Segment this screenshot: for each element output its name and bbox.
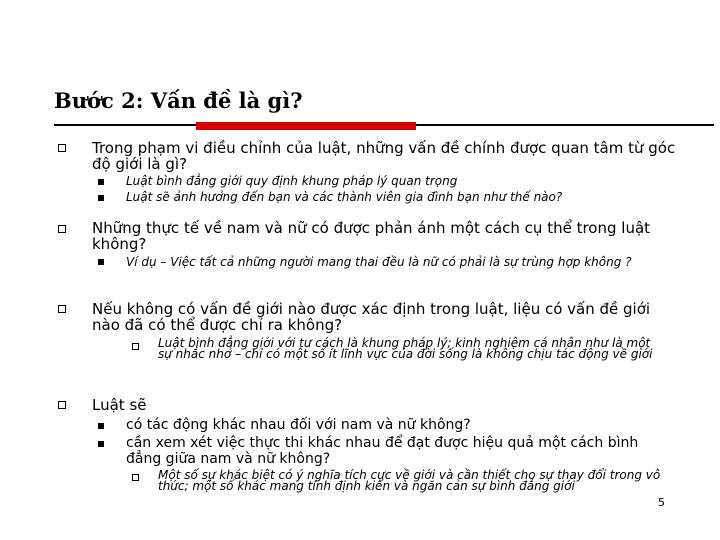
filled-square-bullet-icon bbox=[98, 195, 104, 201]
hollow-square-bullet-icon bbox=[58, 305, 66, 313]
filled-square-bullet-icon bbox=[98, 423, 104, 429]
sub-bullet-1-2: Luật sẽ ảnh hưởng đến bạn và các thành viên gia đình bạn như thế nào? bbox=[126, 190, 563, 204]
sub-bullet-2-1: Ví dụ – Việc tất cả những người mang thai đều là nữ có phải là sự trùng hợp không ? bbox=[126, 255, 632, 269]
small-hollow-square-bullet-icon bbox=[132, 474, 139, 481]
slide-title: Bước 2: Vấn đề là gì? bbox=[54, 88, 303, 113]
sub-bullet-4-1: có tác động khác nhau đối với nam và nữ không? bbox=[126, 417, 471, 433]
filled-square-bullet-icon bbox=[98, 259, 104, 265]
filled-square-bullet-icon bbox=[98, 441, 104, 447]
sub-bullet-1-1: Luật bình đẳng giới quy định khung pháp lý quan trọng bbox=[126, 174, 458, 188]
bullet-text-1: Trong phạm vi điều chỉnh của luật, những vấn đề chính được quan tâm từ góc độ giới là gì? bbox=[92, 139, 676, 173]
bullet-text-4: Luật sẽ bbox=[92, 396, 147, 414]
hollow-square-bullet-icon bbox=[58, 401, 66, 409]
sub-bullet-3-1: Luật bình đẳng giới với tư cách là khung pháp lý; kinh nghiệm cá nhân như là một sự nhắc nhở – chỉ có một số ít lĩnh vực của đời sống là không chịu tác động về giới bbox=[158, 336, 653, 361]
sub-sub-bullet-4: Một số sự khác biệt có ý nghĩa tích cực về giới và cần thiết cho sự thay đổi trong vô thức; một số khác mang tính định kiến và ngăn cản sự bình đẳng giới bbox=[158, 468, 661, 493]
page-number: 5 bbox=[658, 496, 665, 509]
hollow-square-bullet-icon bbox=[58, 144, 66, 152]
small-hollow-square-bullet-icon bbox=[132, 343, 139, 350]
title-accent-bar bbox=[196, 122, 416, 130]
hollow-square-bullet-icon bbox=[58, 225, 66, 233]
bullet-text-3: Nếu không có vấn đề giới nào được xác định trong luật, liệu có vấn đề giới nào đã có thể được chỉ ra không? bbox=[92, 300, 651, 334]
bullet-text-2: Những thực tế về nam và nữ có được phản ánh một cách cụ thể trong luật không? bbox=[92, 219, 651, 253]
sub-bullet-4-2: cần xem xét việc thực thi khác nhau để đạt được hiệu quả một cách bình đẳng giữa nam và nữ không? bbox=[126, 435, 639, 467]
filled-square-bullet-icon bbox=[98, 179, 104, 185]
